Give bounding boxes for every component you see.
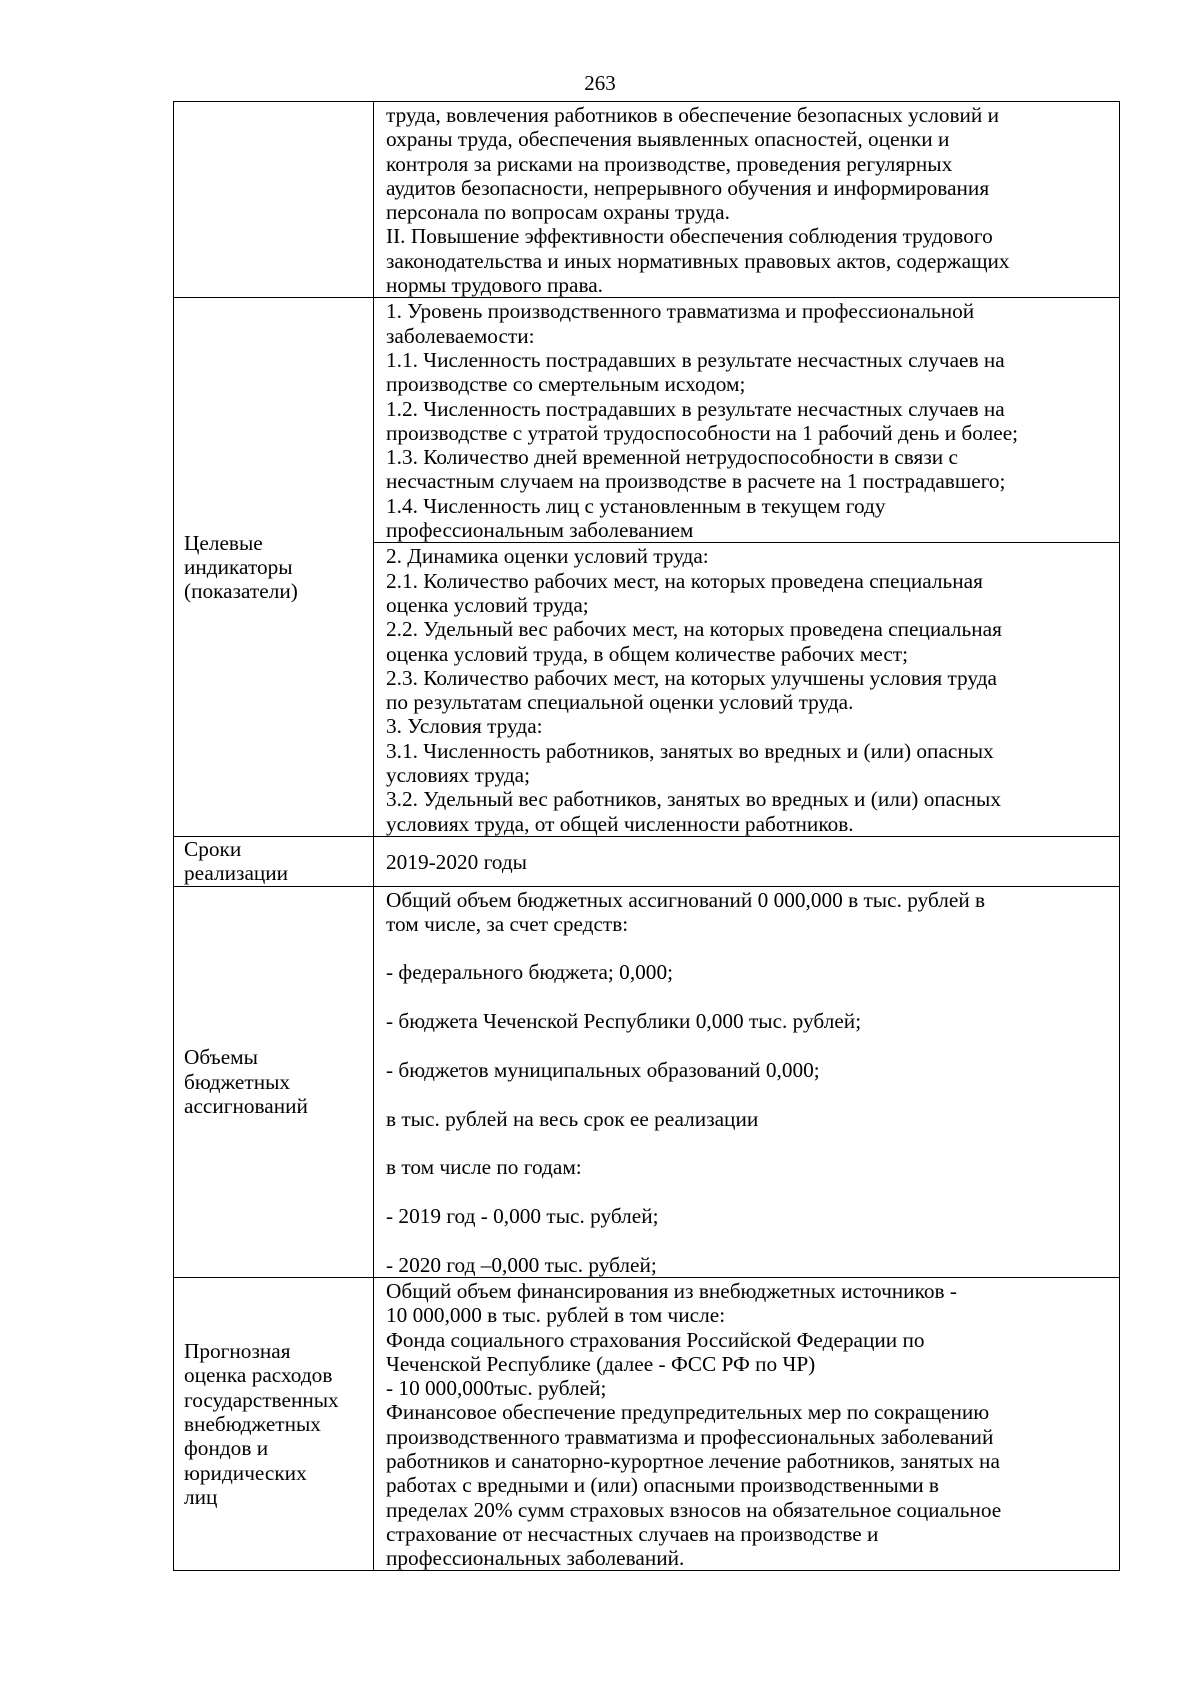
row-budget [174, 886, 1120, 1277]
text-line: Чеченской Республике (далее - ФСС РФ по ЧР) [386, 1351, 816, 1376]
text-line: Сроки [184, 836, 242, 861]
text-line: - 2020 год –0,000 тыс. рублей; [386, 1252, 657, 1277]
text-line: 10 000,000 в тыс. рублей в том числе: [386, 1303, 726, 1328]
text-line: (показатели) [184, 579, 298, 604]
lines [374, 102, 1119, 297]
text-line: в тыс. рублей на весь срок ее реализации [386, 1106, 759, 1131]
text-line: 1.3. Количество дней временной нетрудоспособности в связи с [386, 445, 958, 470]
text-line: оценка условий труда; [386, 592, 589, 617]
row-value-indicators-b [374, 543, 1120, 837]
row-label-terms [174, 836, 374, 886]
text-line: юридических [184, 1460, 307, 1485]
text-line: Финансовое обеспечение предупредительных мер по сокращению [386, 1400, 990, 1425]
text-line: заболеваемости: [386, 323, 535, 348]
text-line: Целевые [184, 530, 263, 555]
text-line: охраны труда, обеспечения выявленных опасностей, оценки и [386, 127, 950, 152]
text-line: 1.2. Численность пострадавших в результате несчастных случаев на [386, 396, 1005, 421]
text-line: - бюджета Чеченской Республики 0,000 тыс. рублей; [386, 1009, 862, 1034]
text-line: труда, вовлечения работников в обеспечение безопасных условий и [386, 103, 1000, 127]
text-line: 2.1. Количество рабочих мест, на которых проведена специальная [386, 568, 983, 593]
text-line: том числе, за счет средств: [386, 911, 629, 936]
row-terms [174, 836, 1120, 886]
text-line: фондов и [184, 1436, 269, 1461]
text-line: профессиональных заболеваний. [386, 1546, 685, 1571]
text-line: внебюджетных [184, 1412, 321, 1437]
label [174, 1339, 373, 1509]
blank-line [386, 1082, 1113, 1106]
lines [374, 887, 1119, 1277]
lines [374, 543, 1119, 836]
text-line: 1.4. Численность лиц с установленным в текущем году [386, 493, 886, 518]
text-line: 3.2. Удельный вес работников, занятых во вредных и (или) опасных [386, 787, 1002, 812]
text-line: оценка условий труда, в общем количестве рабочих мест; [386, 641, 909, 666]
text-line: 2.3. Количество рабочих мест, на которых улучшены условия труда [386, 665, 997, 690]
text-line: - бюджетов муниципальных образований 0,000; [386, 1057, 820, 1082]
text-line: - 10 000,000тыс. рублей; [386, 1376, 607, 1401]
row-indicators-a [174, 298, 1120, 543]
row-value-offbudget [374, 1277, 1120, 1571]
text-line: аудитов безопасности, непрерывного обучения и информирования [386, 175, 990, 200]
row-label-offbudget [174, 1277, 374, 1571]
text-line: Фонда социального страхования Российской Федерации по [386, 1327, 925, 1352]
text-line: работников и санаторно-курортное лечение работников, занятых на [386, 1448, 1000, 1473]
text-line: Прогнозная [184, 1339, 291, 1364]
text-line: лиц [184, 1484, 218, 1509]
blank-line [386, 936, 1113, 960]
text-line: производстве со смертельным исходом; [386, 372, 746, 397]
text-line: 3.1. Численность работников, занятых во вредных и (или) опасных [386, 738, 994, 763]
blank-line [386, 1180, 1113, 1204]
passport-table [173, 101, 1120, 1571]
text-line: бюджетных [184, 1069, 291, 1094]
text-line: оценка расходов [184, 1363, 333, 1388]
row-value-terms [374, 836, 1120, 886]
text-line: в том числе по годам: [386, 1155, 582, 1180]
label [174, 531, 373, 604]
text-line: персонала по вопросам охраны труда. [386, 200, 730, 225]
text-line: 1.1. Численность пострадавших в результате несчастных случаев на [386, 347, 1005, 372]
text-line: II. Повышение эффективности обеспечения соблюдения трудового [386, 224, 993, 249]
blank-line [386, 1033, 1113, 1057]
text-line: условиях труда; [386, 763, 531, 788]
label [174, 837, 373, 886]
text-line: производственного травматизма и профессиональных заболеваний [386, 1424, 994, 1449]
text-line: 2.2. Удельный вес рабочих мест, на которых проведена специальная [386, 617, 1002, 642]
row-value-budget [374, 886, 1120, 1277]
text-line: по результатам специальной оценки условий труда. [386, 690, 854, 715]
text-line: контроля за рисками на производстве, проведения регулярных [386, 151, 953, 176]
text-line: 2019-2020 годы [386, 849, 527, 874]
blank-line [386, 1228, 1113, 1252]
row-tasks-continued [174, 102, 1120, 298]
text-line: профессиональным заболеванием [386, 518, 694, 543]
text-line: Общий объем бюджетных ассигнований 0 000,000 в тыс. рублей в [386, 887, 986, 912]
text-line: страхование от несчастных случаев на производстве и [386, 1521, 879, 1546]
text-line: производстве с утратой трудоспособности на 1 рабочий день и более; [386, 420, 1019, 445]
text-line: условиях труда, от общей численности работников. [386, 811, 854, 836]
lines [374, 849, 1119, 874]
blank-line [386, 985, 1113, 1009]
text-line: - федерального бюджета; 0,000; [386, 960, 674, 985]
lines [374, 298, 1119, 542]
text-line: Общий объем финансирования из внебюджетных источников - [386, 1278, 957, 1303]
text-line: ассигнований [184, 1093, 308, 1118]
row-label-budget [174, 886, 374, 1277]
text-line: реализации [184, 861, 289, 886]
row-label-indicators [174, 298, 374, 837]
text-line: несчастным случаем на производстве в расчете на 1 пострадавшего; [386, 469, 1006, 494]
page-number: 263 [584, 71, 616, 95]
blank-line [386, 1131, 1113, 1155]
text-line: законодательства и иных нормативных правовых актов, содержащих [386, 248, 1010, 273]
label [174, 1045, 373, 1118]
text-line: пределах 20% сумм страховых взносов на обязательное социальное [386, 1497, 1002, 1522]
text-line: 1. Уровень производственного травматизма и профессиональной [386, 299, 975, 324]
row-offbudget [174, 1277, 1120, 1571]
text-line: государственных [184, 1387, 339, 1412]
text-line: индикаторы [184, 554, 293, 579]
row-value-indicators-a [374, 298, 1120, 543]
lines [374, 1278, 1119, 1571]
row-label-empty [174, 102, 374, 298]
text-line: 3. Условия труда: [386, 714, 543, 739]
text-line: нормы трудового права. [386, 273, 603, 298]
text-line: работах с вредными и (или) опасными производственными в [386, 1473, 939, 1498]
row-value-tasks [374, 102, 1120, 298]
text-line: Объемы [184, 1045, 258, 1070]
text-line: - 2019 год - 0,000 тыс. рублей; [386, 1203, 659, 1228]
text-line: 2. Динамика оценки условий труда: [386, 544, 709, 569]
